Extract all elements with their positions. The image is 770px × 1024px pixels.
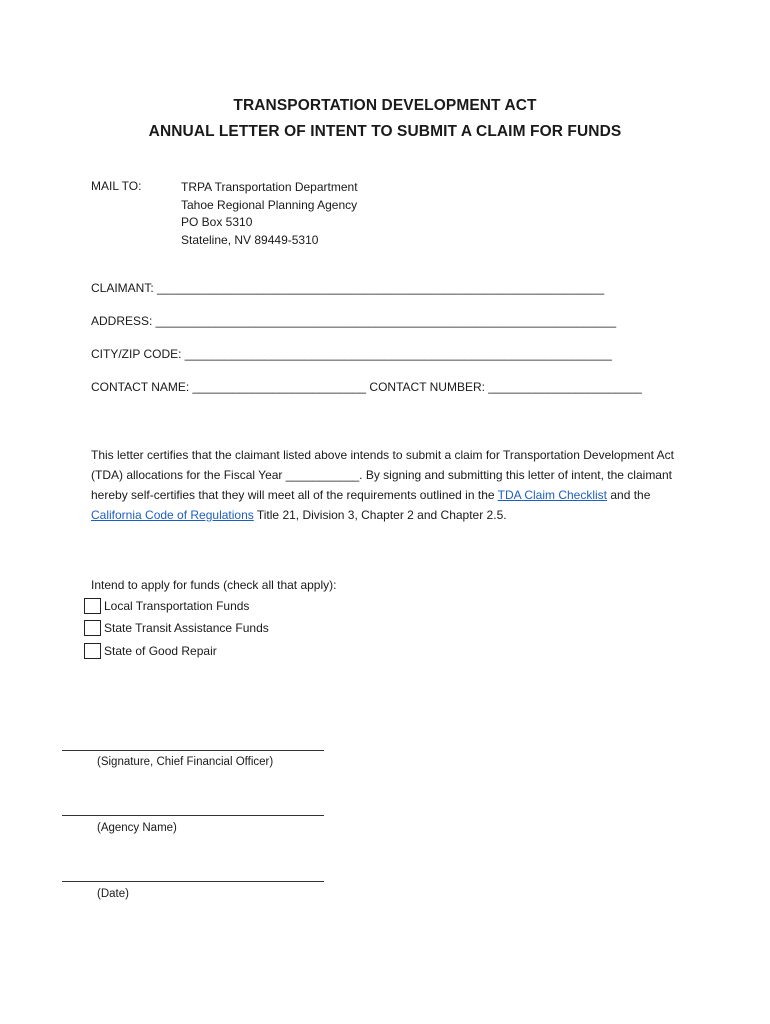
option-state-transit-assistance-funds[interactable] bbox=[84, 620, 269, 636]
address-line: Tahoe Regional Planning Agency bbox=[181, 197, 358, 212]
claimant-field[interactable]: CLAIMANT: ___________________________________________________________________ bbox=[91, 281, 605, 295]
checkbox[interactable] bbox=[84, 598, 101, 614]
option-label: State Transit Assistance Funds bbox=[104, 621, 269, 635]
option-local-transportation-funds[interactable] bbox=[84, 598, 249, 614]
intend-label: Intend to apply for funds (check all that apply): bbox=[91, 578, 337, 592]
signature-line[interactable] bbox=[62, 750, 324, 751]
agency-name-line[interactable] bbox=[62, 815, 324, 816]
checkbox[interactable] bbox=[84, 643, 101, 659]
certification-paragraph bbox=[91, 445, 691, 525]
california-code-of-regulations-link[interactable]: California Code of Regulations bbox=[91, 508, 254, 522]
document-title-line-2: ANNUAL LETTER OF INTENT TO SUBMIT A CLAIM FOR FUNDS bbox=[148, 123, 622, 140]
checkbox[interactable] bbox=[84, 620, 101, 636]
paragraph-text: and the bbox=[607, 488, 651, 502]
address-line: PO Box 5310 bbox=[181, 215, 253, 229]
paragraph-text: Title 21, Division 3, Chapter 2 and Chapter 2.5. bbox=[253, 508, 507, 522]
date-label: (Date) bbox=[97, 888, 129, 900]
contact-field[interactable]: CONTACT NAME: __________________________ CONTACT NUMBER: _______________________ bbox=[91, 380, 642, 394]
address-line: Stateline, NV 89449-5310 bbox=[181, 232, 319, 247]
city-zip-field[interactable]: CITY/ZIP CODE: ________________________________________________________________ bbox=[91, 347, 612, 361]
paragraph-text: This letter certifies that the claimant listed above intends to submit a claim for Transportation Development Act (TDA) allocations for the Fiscal Year ___________. By signing and submitting this letter of intent, the claimant hereby self-certifies that they will meet all of the requirements outlined in the bbox=[91, 448, 674, 502]
option-label: State of Good Repair bbox=[104, 644, 217, 658]
tda-claim-checklist-link[interactable]: TDA Claim Checklist bbox=[497, 488, 608, 502]
agency-name-label: (Agency Name) bbox=[97, 822, 177, 834]
mail-to-address bbox=[181, 179, 358, 249]
option-label: Local Transportation Funds bbox=[104, 599, 250, 613]
signature-label: (Signature, Chief Financial Officer) bbox=[97, 756, 274, 768]
mail-to-label: MAIL TO: bbox=[91, 179, 142, 193]
address-field[interactable]: ADDRESS: _____________________________________________________________________ bbox=[91, 314, 617, 328]
option-state-of-good-repair[interactable] bbox=[84, 643, 217, 659]
address-line: TRPA Transportation Department bbox=[181, 180, 358, 194]
document-title-line-1: TRANSPORTATION DEVELOPMENT ACT bbox=[233, 97, 537, 114]
date-line[interactable] bbox=[62, 881, 324, 882]
